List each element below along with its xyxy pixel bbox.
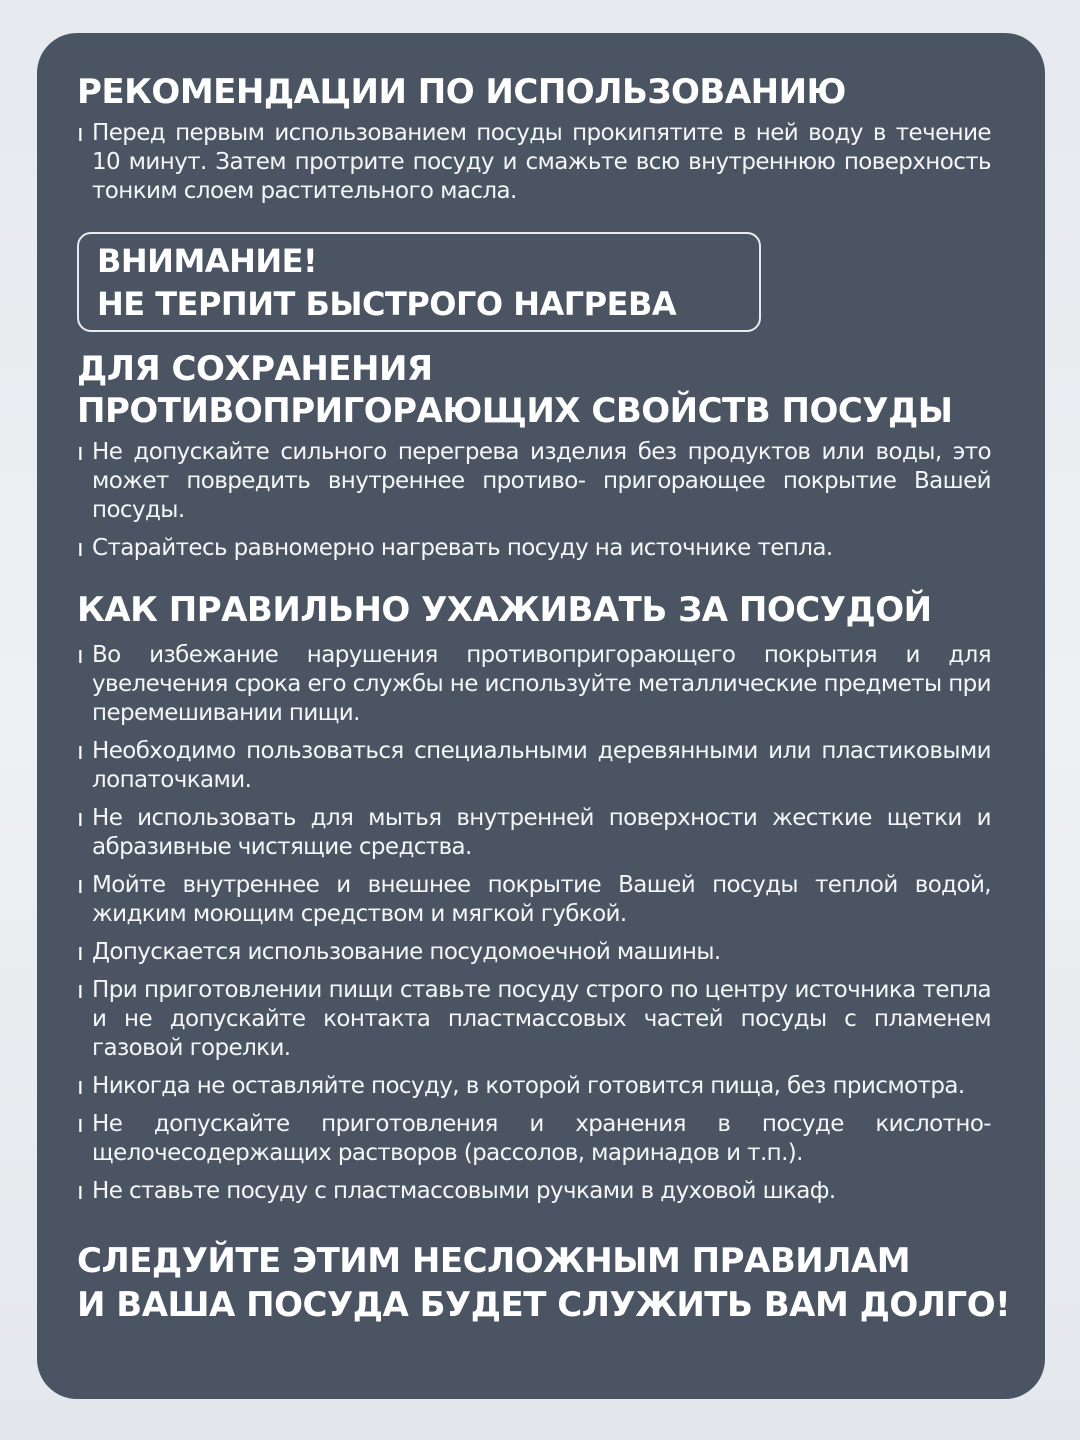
list-item (77, 1177, 991, 1206)
footer-line-1: СЛЕДУЙТЕ ЭТИМ НЕСЛОЖНЫМ ПРАВИЛАМ (77, 1241, 911, 1281)
list-item-text: Необходимо пользоваться специальными деревянными или пластиковыми лопаточками. (92, 738, 991, 793)
bullet-marker: ı (77, 119, 84, 147)
list-item-text: Мойте внутреннее и внешнее покрытие Вашей посуды теплой водой, жидким моющим средством и мягкой губкой. (92, 872, 991, 927)
list-item (77, 1110, 991, 1168)
list-item (77, 737, 991, 795)
bullet-marker: ı (77, 1110, 84, 1138)
section-care (77, 589, 991, 1206)
list-item-text: Допускается использование посудомоечной машины. (92, 939, 721, 965)
list-item (77, 871, 991, 929)
warning-box (77, 232, 761, 332)
care-list (77, 641, 991, 1206)
list-item-text: Не использовать для мытья внутренней поверхности жесткие щетки и абразивные чистящие средства. (92, 805, 991, 860)
list-item (77, 119, 991, 206)
section-title-usage: РЕКОМЕНДАЦИИ ПО ИСПОЛЬЗОВАНИЮ (77, 72, 846, 112)
list-item (77, 976, 991, 1063)
bullet-marker: ı (77, 938, 84, 966)
list-item (77, 438, 991, 525)
list-item-text: Старайтесь равномерно нагревать посуду на источнике тепла. (92, 535, 833, 561)
bullet-marker: ı (77, 976, 84, 1004)
bullet-marker: ı (77, 871, 84, 899)
list-item-text: Не ставьте посуду с пластмассовыми ручками в духовой шкаф. (92, 1178, 836, 1204)
list-item (77, 804, 991, 862)
bullet-marker: ı (77, 1072, 84, 1100)
list-item-text: Во избежание нарушения противопригорающего покрытия и для увелечения срока его службы не используйте металлические предметы при перемешивании пищи. (92, 642, 991, 726)
bullet-marker: ı (77, 438, 84, 466)
section-title-care: КАК ПРАВИЛЬНО УХАЖИВАТЬ ЗА ПОСУДОЙ (77, 590, 932, 630)
list-item-text: Никогда не оставляйте посуду, в которой готовится пища, без присмотра. (92, 1073, 965, 1099)
list-item (77, 938, 991, 967)
usage-list (77, 119, 991, 206)
list-item (77, 534, 991, 563)
bullet-marker: ı (77, 804, 84, 832)
list-item-text: Не допускайте приготовления и хранения в посуде кислотно-щелочесодержащих растворов (рассолов, маринадов и т.п.). (92, 1111, 991, 1166)
bullet-marker: ı (77, 641, 84, 669)
section-title-nonstick-line1: ДЛЯ СОХРАНЕНИЯ (77, 349, 433, 389)
warning-title: ВНИМАНИЕ! (97, 242, 318, 280)
bullet-marker: ı (77, 737, 84, 765)
list-item (77, 1072, 991, 1101)
bullet-marker: ı (77, 534, 84, 562)
list-item (77, 641, 991, 728)
instructions-card (37, 33, 1045, 1399)
warning-text: НЕ ТЕРПИТ БЫСТРОГО НАГРЕВА (97, 285, 677, 323)
nonstick-list (77, 438, 991, 563)
section-title-nonstick-line2: ПРОТИВОПРИГОРАЮЩИХ СВОЙСТВ ПОСУДЫ (77, 391, 953, 431)
list-item-text: При приготовлении пищи ставьте посуду строго по центру источника тепла и не допускайте контакта пластмассовых частей посуды с пламенем газовой горелки. (92, 977, 991, 1061)
section-nonstick (77, 348, 991, 563)
footer-line-2: И ВАША ПОСУДА БУДЕТ СЛУЖИТЬ ВАМ ДОЛГО! (77, 1285, 1011, 1325)
footer-slogan (77, 1239, 1011, 1327)
bullet-marker: ı (77, 1177, 84, 1205)
list-item-text: Не допускайте сильного перегрева изделия без продуктов или воды, это может повредить внутреннее противо- пригорающее покрытие Вашей посуды. (92, 439, 991, 523)
list-item-text: Перед первым использованием посуды прокипятите в ней воду в течение 10 минут. Затем протрите посуду и смажьте всю внутреннюю поверхность тонким слоем растительного масла. (92, 120, 991, 204)
